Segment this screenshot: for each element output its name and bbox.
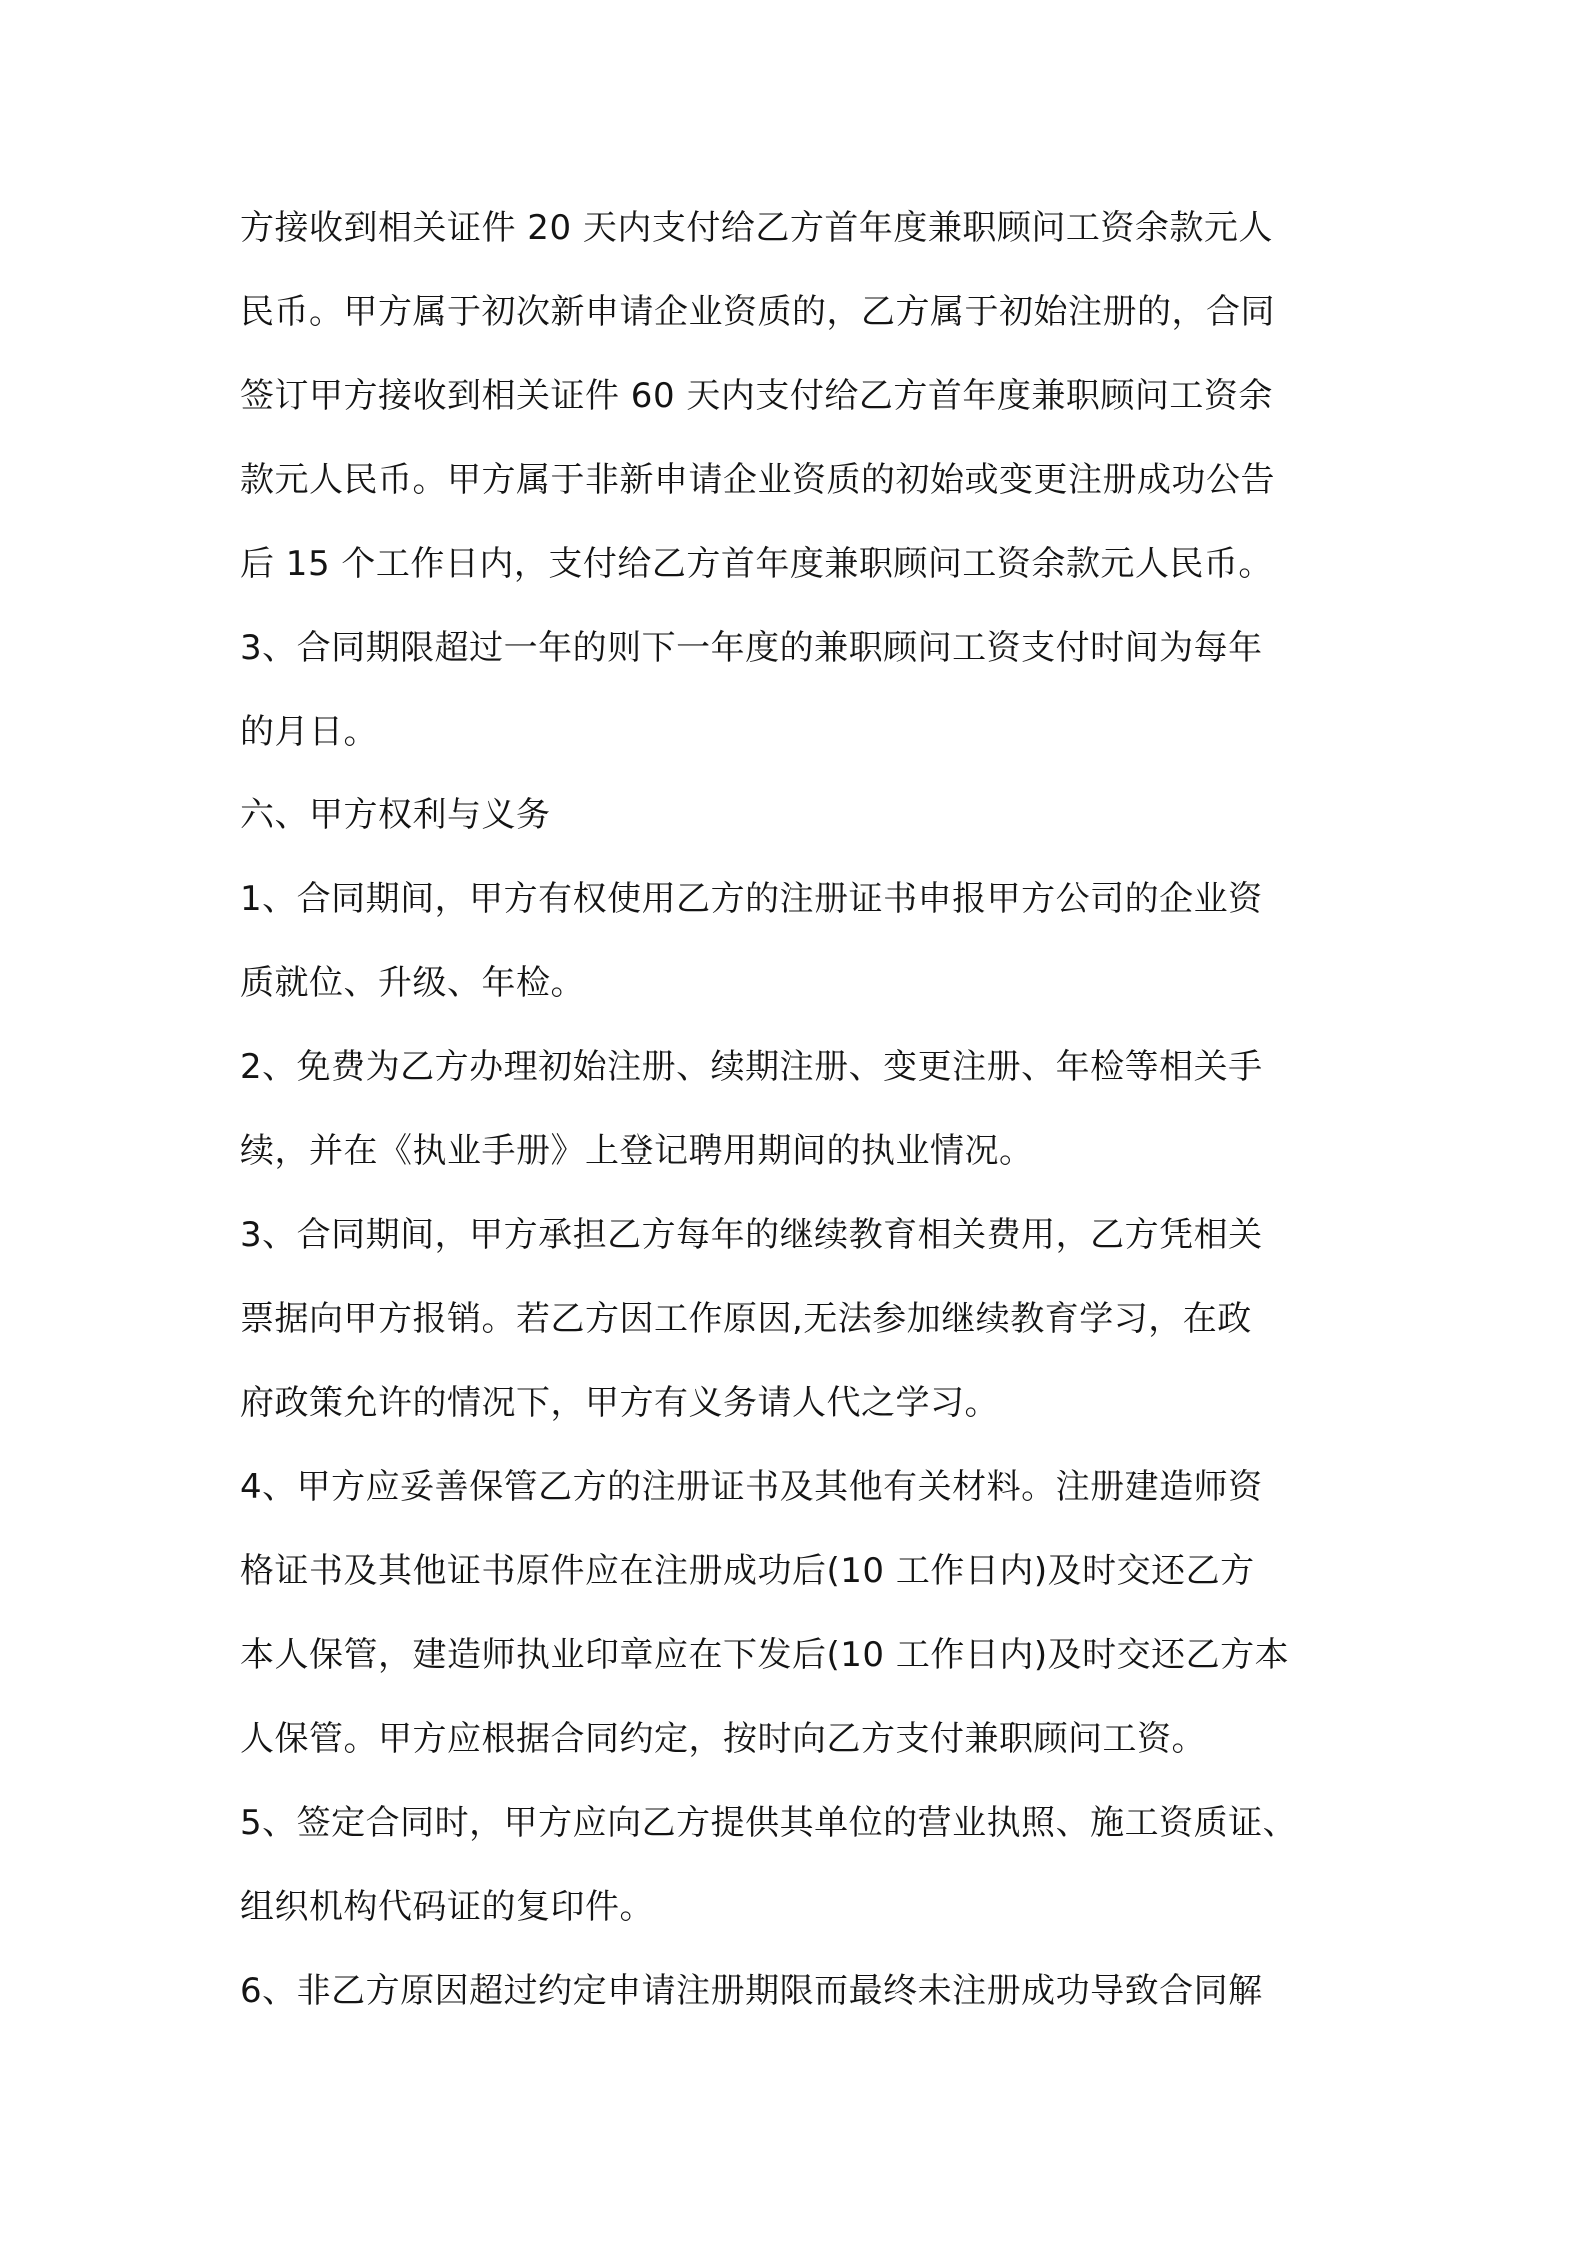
text-line: 5、签定合同时，甲方应向乙方提供其单位的营业执照、施工资质证、	[240, 1803, 1298, 1843]
text-line: 的月日。	[240, 712, 378, 752]
text-line: 票据向甲方报销。若乙方因工作原因,无法参加继续教育学习，在政	[240, 1299, 1252, 1339]
section-heading: 六、甲方权利与义务	[240, 795, 551, 835]
text-line: 签订甲方接收到相关证件 60 天内支付给乙方首年度兼职顾问工资余	[240, 376, 1273, 416]
text-line: 2、免费为乙方办理初始注册、续期注册、变更注册、年检等相关手	[240, 1047, 1263, 1087]
text-line: 款元人民币。甲方属于非新申请企业资质的初始或变更注册成功公告	[240, 460, 1275, 500]
text-line: 1、合同期间，甲方有权使用乙方的注册证书申报甲方公司的企业资	[240, 879, 1263, 919]
text-line: 人保管。甲方应根据合同约定，按时向乙方支付兼职顾问工资。	[240, 1719, 1206, 1759]
text-line: 续，并在《执业手册》上登记聘用期间的执业情况。	[240, 1131, 1034, 1171]
text-line: 3、合同期限超过一年的则下一年度的兼职顾问工资支付时间为每年	[240, 628, 1263, 668]
text-line: 3、合同期间，甲方承担乙方每年的继续教育相关费用，乙方凭相关	[240, 1215, 1263, 1255]
text-line: 4、甲方应妥善保管乙方的注册证书及其他有关材料。注册建造师资	[240, 1467, 1263, 1507]
text-line: 方接收到相关证件 20 天内支付给乙方首年度兼职顾问工资余款元人	[240, 208, 1273, 248]
text-line: 府政策允许的情况下，甲方有义务请人代之学习。	[240, 1383, 999, 1423]
text-line: 后 15 个工作日内，支付给乙方首年度兼职顾问工资余款元人民币。	[240, 544, 1273, 584]
text-line: 民币。甲方属于初次新申请企业资质的，乙方属于初始注册的，合同	[240, 292, 1275, 332]
text-line: 6、非乙方原因超过约定申请注册期限而最终未注册成功导致合同解	[240, 1971, 1263, 2011]
text-line: 组织机构代码证的复印件。	[240, 1887, 654, 1927]
text-line: 质就位、升级、年检。	[240, 963, 585, 1003]
text-line: 格证书及其他证书原件应在注册成功后(10 工作日内)及时交还乙方	[240, 1551, 1255, 1591]
text-line: 本人保管，建造师执业印章应在下发后(10 工作日内)及时交还乙方本	[240, 1635, 1290, 1675]
